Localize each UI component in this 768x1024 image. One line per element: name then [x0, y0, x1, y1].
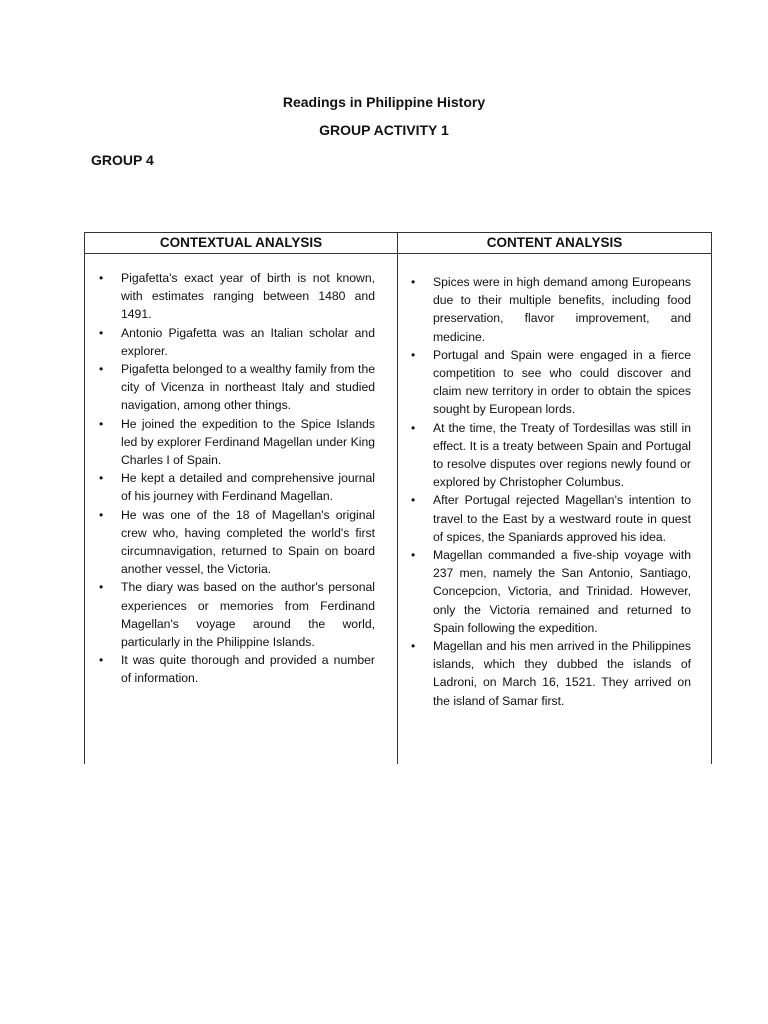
document-title: Readings in Philippine History [282, 94, 486, 110]
bullet-icon: • [411, 548, 416, 563]
list-item-text: At the time, the Treaty of Tordesillas was still in effect. It is a treaty between Spain and Portugal to resolve disputes over regions newly found or explored by Christopher Columbus. [433, 420, 691, 490]
list-item [93, 651, 375, 687]
list-item [93, 324, 375, 360]
content-analysis-column [405, 273, 691, 710]
list-item-text: He kept a detailed and comprehensive journal of his journey with Ferdinand Magellan. [121, 471, 375, 504]
list-item [93, 415, 375, 470]
list-item [405, 637, 691, 710]
list-item [405, 273, 691, 346]
list-item [405, 346, 691, 419]
list-item-text: Magellan commanded a five-ship voyage with 237 men, namely the San Antonio, Santiago, Concepcion, Victoria, and Trinidad. However, only the Victoria remained and returned to Spain following the expedition. [433, 548, 691, 635]
bullet-icon: • [411, 639, 416, 654]
list-item [405, 491, 691, 546]
table-header-row [85, 233, 711, 254]
bullet-icon: • [99, 362, 104, 377]
column-divider [397, 233, 398, 764]
list-item-text: He joined the expedition to the Spice Islands led by explorer Ferdinand Magellan under King Charles I of Spain. [121, 416, 375, 468]
bullet-icon: • [99, 507, 104, 522]
list-item [405, 546, 691, 637]
list-item-text: Antonio Pigafetta was an Italian scholar and explorer. [121, 325, 375, 358]
list-item-text: Magellan and his men arrived in the Philippines islands, which they dubbed the islands of Ladroni, on March 16, 1521. They arrived on the island of Samar first. [433, 639, 691, 708]
list-item [93, 578, 375, 651]
list-item-text: Pigafetta belonged to a wealthy family from the city of Vicenza in northeast Italy and studied navigation, among other things. [121, 362, 375, 413]
list-item [93, 469, 375, 505]
activity-title: GROUP ACTIVITY 1 [319, 122, 449, 138]
list-item-text: Pigafetta's exact year of birth is not known, with estimates ranging between 1480 and 1491. [121, 271, 375, 322]
list-item-text: Portugal and Spain were engaged in a fierce competition to see who could discover and claim new territory in order to obtain the spices sought by European lords. [433, 347, 691, 417]
list-item-text: It was quite thorough and provided a number of information. [121, 653, 375, 686]
list-item [405, 419, 691, 492]
list-item-text: He was one of the 18 of Magellan's original crew who, having completed the world's first circumnavigation, returned to Spain on board another vessel, the Victoria. [121, 507, 375, 577]
bullet-icon: • [99, 653, 104, 668]
bullet-icon: • [99, 580, 104, 595]
bullet-icon: • [411, 275, 416, 289]
list-item-text: Spices were in high demand among Europeans due to their multiple benefits, including food preservation, flavor improvement, and medicine. [433, 275, 691, 344]
list-item [93, 506, 375, 579]
analysis-table [84, 232, 712, 764]
contextual-analysis-column [93, 269, 375, 688]
bullet-icon: • [411, 347, 416, 362]
bullet-icon: • [99, 325, 104, 340]
list-item [93, 269, 375, 324]
bullet-icon: • [99, 471, 104, 486]
list-item [93, 360, 375, 415]
contextual-analysis-header: CONTEXTUAL ANALYSIS [159, 235, 323, 250]
bullet-icon: • [411, 493, 416, 508]
bullet-icon: • [99, 271, 104, 285]
bullet-icon: • [99, 416, 104, 431]
bullet-icon: • [411, 420, 416, 435]
list-item-text: After Portugal rejected Magellan's intention to travel to the East by a westward route in quest of spices, the Spaniards approved his idea. [433, 493, 691, 544]
list-item-text: The diary was based on the author's personal experiences or memories from Ferdinand Magellan's voyage around the world, particularly in the Philippine Islands. [121, 580, 375, 650]
group-label: GROUP 4 [91, 152, 154, 168]
content-analysis-header: CONTENT ANALYSIS [486, 235, 623, 250]
